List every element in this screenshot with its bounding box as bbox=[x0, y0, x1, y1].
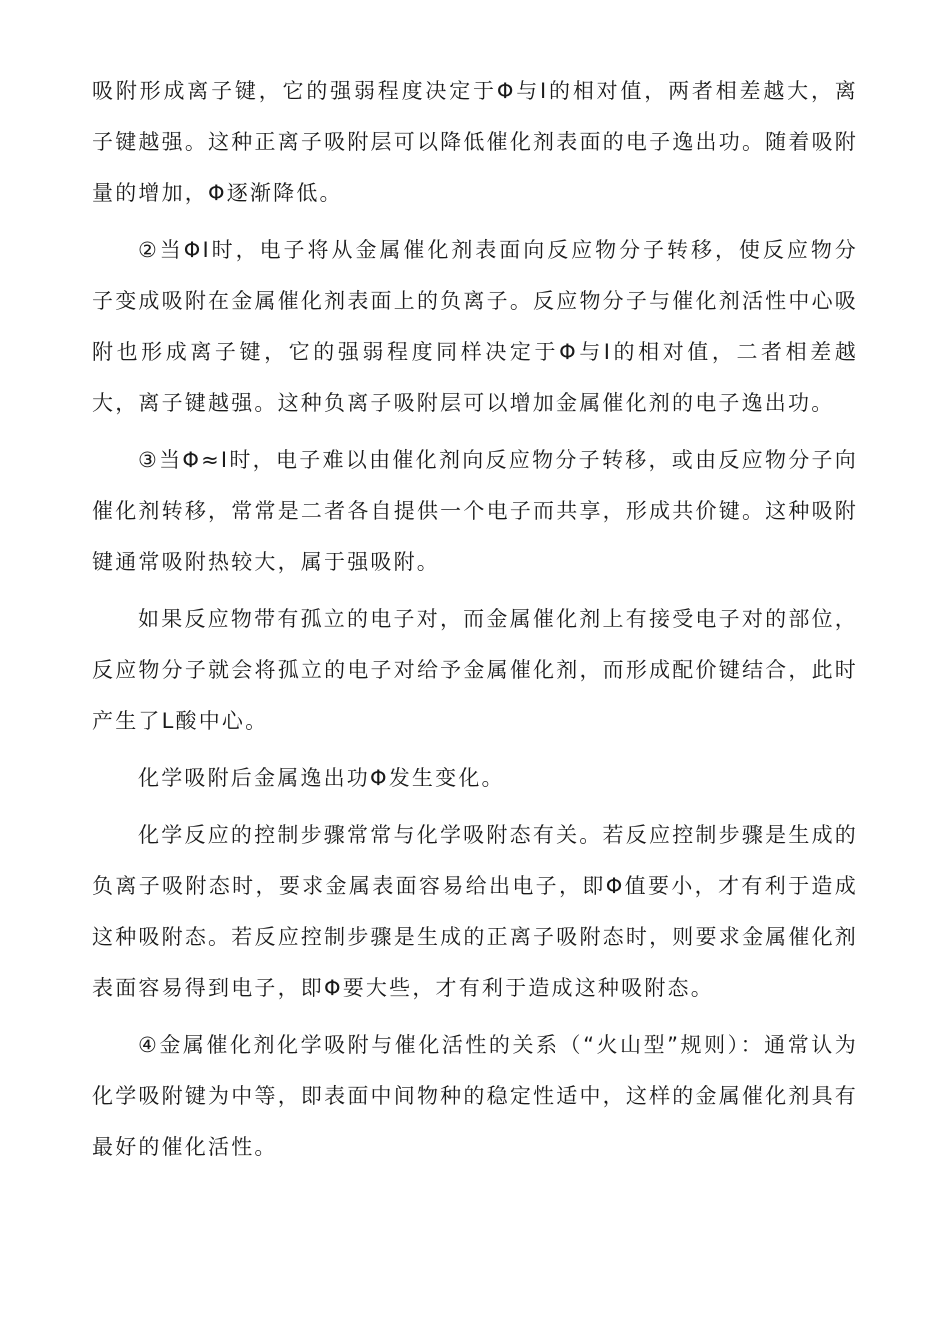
paragraph-continuation: 吸附形成离子键，它的强弱程度决定于Φ与I的相对值，两者相差越大，离子键越强。这种正离子吸附层可以降低催化剂表面的电子逸出功。随着吸附量的增加，Φ逐渐降低。 bbox=[92, 79, 858, 205]
paragraph-lone-pair: 如果反应物带有孤立的电子对，而金属催化剂上有接受电子对的部位，反应物分子就会将孤立的电子对给予金属催化剂，而形成配价键结合，此时产生了L酸中心。 bbox=[92, 607, 858, 733]
paragraph-work-function: 化学吸附后金属逸出功Φ发生变化。 bbox=[138, 766, 505, 790]
paragraph-control-step: 化学反应的控制步骤常常与化学吸附态有关。若反应控制步骤是生成的负离子吸附态时，要求金属表面容易给出电子，即Φ值要小，才有利于造成这种吸附态。若反应控制步骤是生成的正离子吸附态时，则要求金属催化剂表面容易得到电子，即Φ要大些，才有利于造成这种吸附态。 bbox=[92, 823, 858, 1000]
document-body bbox=[92, 66, 858, 1179]
paragraph-item-3: ③当Φ≈I时，电子难以由催化剂向反应物分子转移，或由反应物分子向催化剂转移，常常是二者各自提供一个电子而共享，形成共价键。这种吸附键通常吸附热较大，属于强吸附。 bbox=[92, 448, 858, 574]
paragraph-item-4: ④金属催化剂化学吸附与催化活性的关系（“火山型”规则）：通常认为化学吸附键为中等，即表面中间物种的稳定性适中，这样的金属催化剂具有最好的催化活性。 bbox=[92, 1033, 858, 1159]
paragraph-item-2: ②当ΦI时，电子将从金属催化剂表面向反应物分子转移，使反应物分子变成吸附在金属催化剂表面上的负离子。反应物分子与催化剂活性中心吸附也形成离子键，它的强弱程度同样决定于Φ与I的相对值，二者相差越大，离子键越强。这种负离子吸附层可以增加金属催化剂的电子逸出功。 bbox=[92, 238, 858, 415]
